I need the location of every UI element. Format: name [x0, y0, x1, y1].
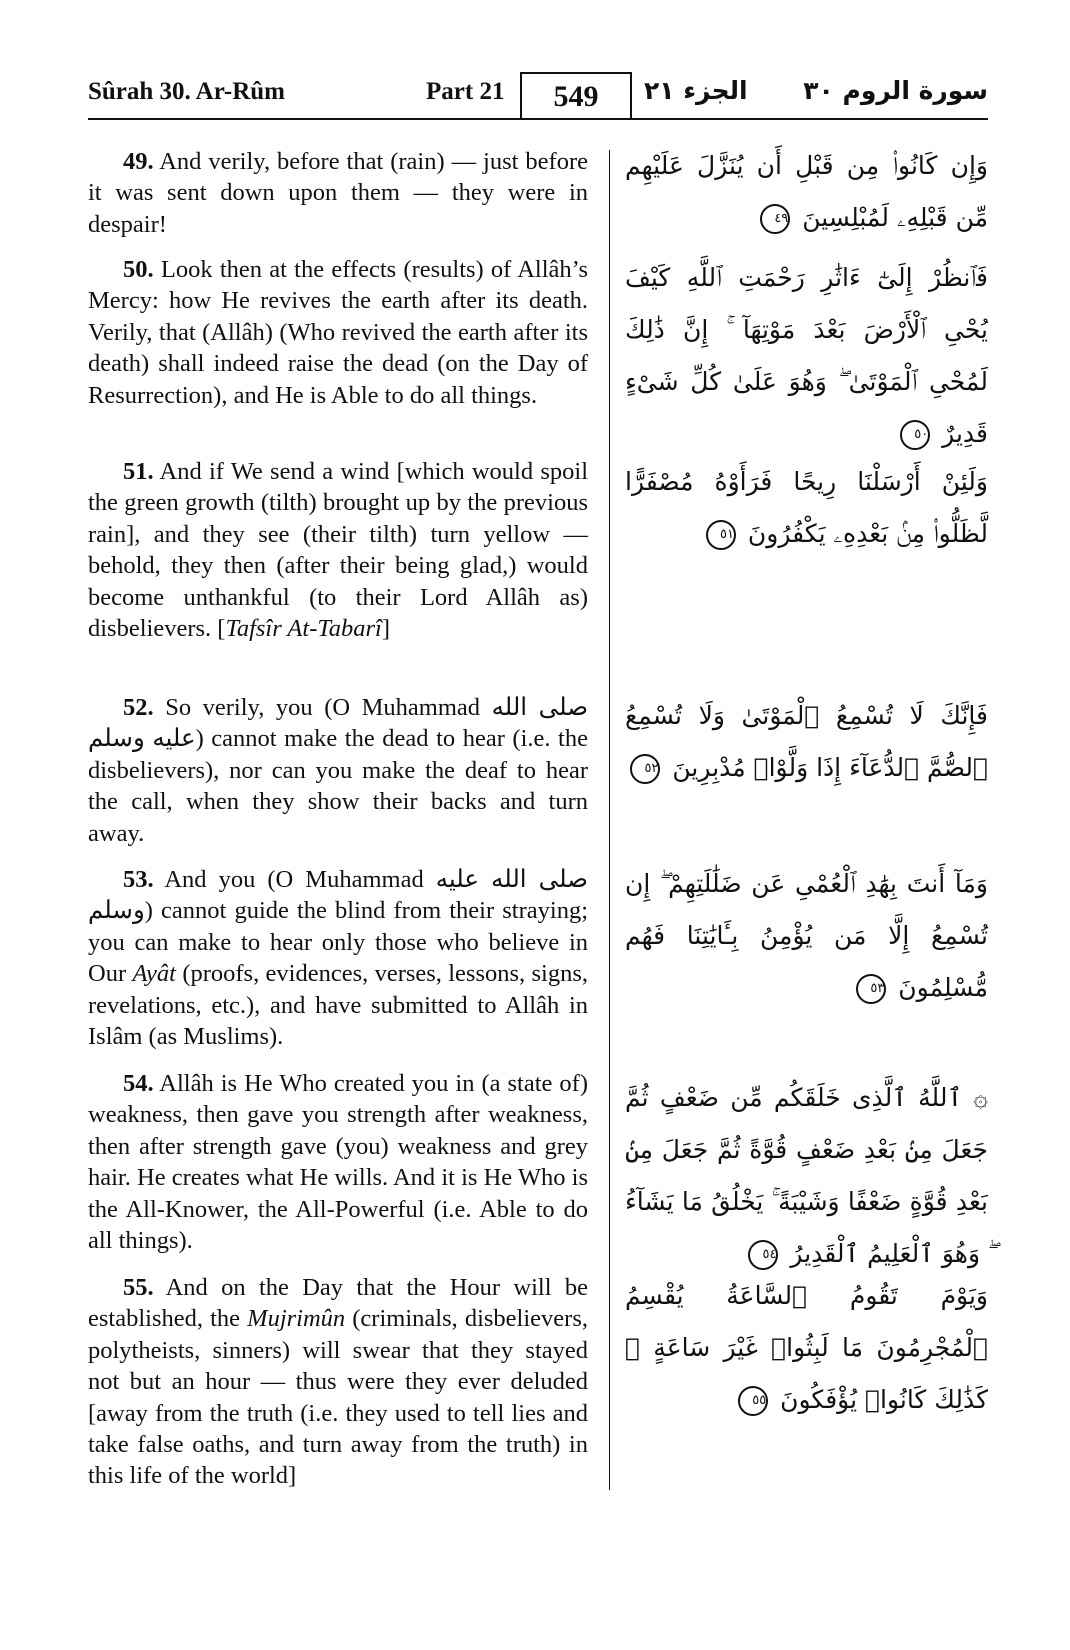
verse-en-54 [88, 1068, 588, 1256]
verse-text-tail: (proofs, evidences, verses, lessons, signs, revelations, etc.), and have submitted to Allâh in Islâm (as Muslims). [88, 960, 588, 1051]
arabic-verse-text: وَمَآ أَنتَ بِهَٰدِ ٱلْعُمْىِ عَن ضَلَٰلَتِهِمْ ۖ إِن تُسْمِعُ إِلَّا مَن يُؤْمِنُ بِـَٔايَٰتِنَا فَهُم مُّسْلِمُونَ [625, 869, 988, 1002]
verse-en-53 [88, 864, 588, 1052]
arabic-verse-text: وَلَئِنْ أَرْسَلْنَا رِيحًا فَرَأَوْهُ مُصْفَرًّا لَّظَلُّوا۟ مِنۢ بَعْدِهِۦ يَكْفُرُونَ [625, 467, 988, 548]
verse-number: 52. [123, 694, 154, 721]
verse-text: Allâh is He Who created you in (a state of) weakness, then gave you strength after weakness, then after strength gave (you) weakness and grey hair. He creates what He wills. And it is He Who is the All-Knower, the All-Powerful (i.e. Able to do all things). [88, 1070, 588, 1255]
verse-text: And verily, before that (rain) — just before it was sent down upon them — they were in despair! [88, 148, 588, 238]
arabic-verse-text: وَإِن كَانُوا۟ مِن قَبْلِ أَن يُنَزَّلَ عَلَيْهِم مِّن قَبْلِهِۦ لَمُبْلِسِينَ [625, 151, 988, 232]
verse-en-55 [88, 1272, 588, 1492]
ayah-number-marker: ٥٠ [900, 420, 930, 450]
ayah-number-marker: ٥١ [706, 520, 736, 550]
verse-en-51 [88, 456, 588, 644]
verse-ar-51 [625, 456, 988, 560]
verse-en-50 [88, 254, 588, 411]
ayah-number-marker: ٥٣ [856, 974, 886, 1004]
verse-text-italic: Tafsîr At-Tabarî [225, 615, 382, 643]
part-label-en: Part 21 [426, 78, 505, 105]
surah-title-en: Sûrah 30. Ar-Rûm [88, 78, 286, 105]
verse-text: So verily, you (O Muhammad صلى الله عليه وسلم) cannot make the dead to hear (i.e. the disbelievers), nor can you make the deaf to hear the call, when they show their backs and turn away. [88, 694, 589, 847]
verse-text-tail: (criminals, disbelievers, polytheists, sinners) will swear that they stayed not but an hour — thus were they ever deluded [away from the truth (i.e. they used to tell lies and take false oaths, and turn away from the truth) in this life of the world] [88, 1305, 588, 1490]
verse-number: 50. [123, 256, 154, 283]
column-divider [609, 150, 610, 1490]
verse-number: 54. [123, 1070, 154, 1097]
page-header [88, 70, 988, 118]
verse-ar-49 [625, 140, 988, 244]
verse-text: And if We send a wind [which would spoil the green growth (tilth) brought up by the previous rain], and they see (their tilth) turn yellow — behold, they then (after their being glad,) would become unthankful (to their Lord Allâh as) disbelievers. [ [88, 458, 588, 643]
verse-number: 53. [123, 866, 154, 893]
verse-ar-53 [625, 858, 988, 1014]
verse-number: 55. [123, 1274, 154, 1301]
verse-text: And you (O Muhammad صلى الله عليه وسلم) cannot guide the blind from their straying; you can make to hear only those who believe in Our [88, 866, 588, 988]
part-label-ar: الجزء ٢١ [644, 76, 748, 105]
verse-text-tail: ] [381, 615, 391, 643]
verse-number: 51. [123, 458, 154, 485]
verse-text: And on the Day that the Hour will be established, the [88, 1274, 588, 1333]
surah-title-ar: سورة الروم ٣٠ [803, 76, 988, 105]
verse-en-49 [88, 146, 588, 240]
verse-ar-54 [625, 1072, 988, 1280]
ayah-number-marker: ٥٢ [630, 754, 660, 784]
arabic-verse-text: فَإِنَّكَ لَا تُسْمِعُ ٱلْمَوْتَىٰ وَلَا تُسْمِعُ ٱلصُّمَّ ٱلدُّعَآءَ إِذَا وَلَّوْا۟ مُدْبِرِينَ [625, 701, 988, 782]
arabic-verse-text: فَٱنظُرْ إِلَىٰٓ ءَاثَٰرِ رَحْمَتِ ٱللَّهِ كَيْفَ يُحْىِ ٱلْأَرْضَ بَعْدَ مَوْتِهَآ ۚ إِنَّ ذَٰلِكَ لَمُحْىِ ٱلْمَوْتَىٰ ۖ وَهُوَ عَلَىٰ كُلِّ شَىْءٍ قَدِيرٌ [625, 263, 988, 448]
ayah-number-marker: ٥٥ [738, 1386, 768, 1416]
verse-ar-50 [625, 252, 988, 460]
ayah-number-marker: ٥٤ [748, 1240, 778, 1270]
ayah-number-marker: ٤٩ [760, 204, 790, 234]
arabic-verse-text: وَيَوْمَ تَقُومُ ٱلسَّاعَةُ يُقْسِمُ ٱلْمُجْرِمُونَ مَا لَبِثُوا۟ غَيْرَ سَاعَةٍ ۚ كَذَٰلِكَ كَانُوا۟ يُؤْفَكُونَ [625, 1281, 988, 1414]
verse-ar-52 [625, 690, 988, 794]
page-number: 549 [520, 72, 632, 118]
header-rule [88, 118, 988, 120]
verse-en-52 [88, 692, 588, 849]
verse-text-italic: Mujrimûn [247, 1305, 346, 1333]
verse-ar-55 [625, 1270, 988, 1426]
verse-text: Look then at the effects (results) of Allâh’s Mercy: how He revives the earth after its death. Verily, that (Allâh) (Who revived the earth after its death) shall indeed raise the dead (on the Day of Resurrection), and He is Able to do all things. [88, 256, 589, 409]
arabic-verse-text: ۞ ٱللَّهُ ٱلَّذِى خَلَقَكُم مِّن ضَعْفٍ ثُمَّ جَعَلَ مِنۢ بَعْدِ ضَعْفٍ قُوَّةً ثُمَّ جَعَلَ مِنۢ بَعْدِ قُوَّةٍ ضَعْفًا وَشَيْبَةً ۚ يَخْلُقُ مَا يَشَآءُ ۖ وَهُوَ ٱلْعَلِيمُ ٱلْقَدِيرُ [625, 1083, 988, 1268]
verse-number: 49. [123, 148, 154, 175]
verse-text-italic: Ayât [132, 960, 176, 988]
